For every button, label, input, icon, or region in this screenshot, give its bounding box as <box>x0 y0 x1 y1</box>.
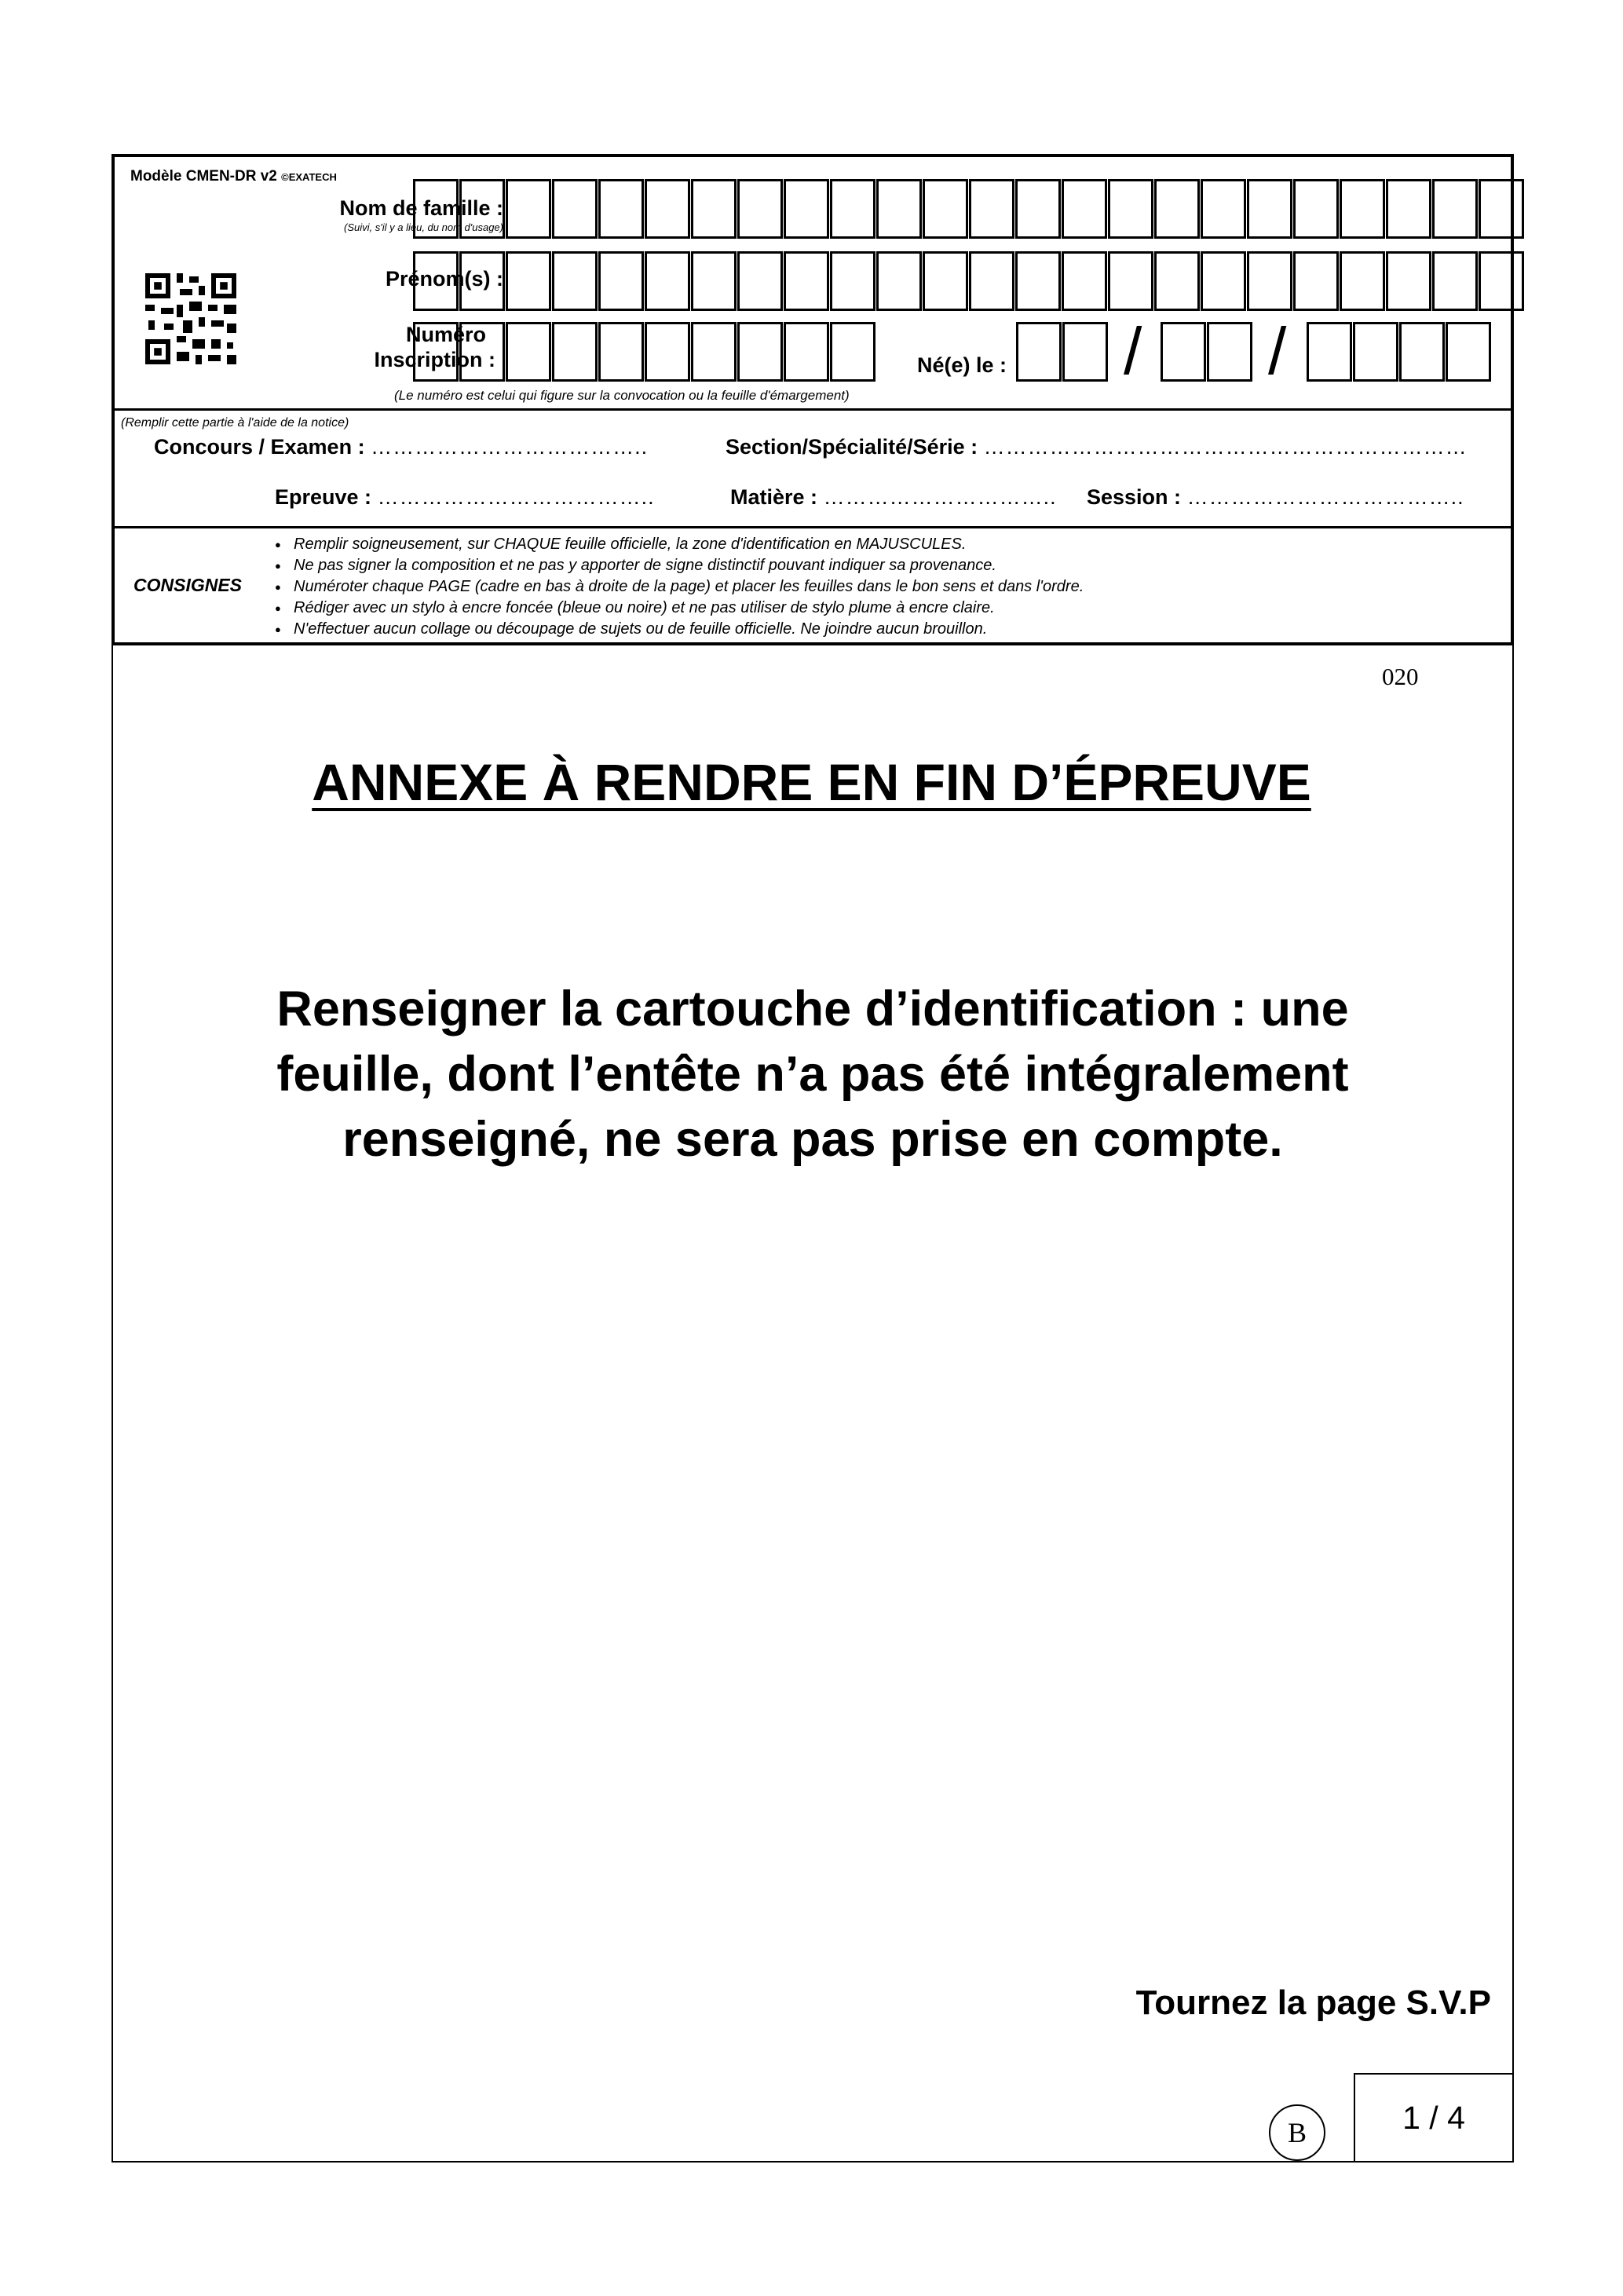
consigne-item: ● Ne pas signer la composition et ne pas y apporter de signe distinctif pouvant indiquer sa provenance. <box>275 555 1084 576</box>
matiere-field[interactable]: Matière : ………………………….. <box>730 485 1057 509</box>
date-month-boxes[interactable] <box>1161 322 1253 382</box>
consigne-item: ● N'effectuer aucun collage ou découpage de sujets ou de feuille officielle. Ne joindre aucun brouillon. <box>275 619 1084 640</box>
instruction-line: renseigné, ne sera pas prise en compte. <box>342 1112 1283 1167</box>
prenom-input-boxes[interactable] <box>413 251 1525 311</box>
epreuve-field[interactable]: Epreuve : ……………………………….. <box>275 485 655 509</box>
section-field[interactable]: Section/Spécialité/Série : ………………………………………………………… <box>726 435 1468 459</box>
consignes-list <box>275 534 1084 640</box>
page-number-box: 1 / 4 <box>1354 2073 1514 2163</box>
instruction-text <box>111 977 1514 1172</box>
nom-input-boxes[interactable] <box>413 179 1525 239</box>
consigne-item: ● Rédiger avec un stylo à encre foncée (bleue ou noire) et ne pas utiliser de stylo plume à encre claire. <box>275 598 1084 619</box>
divider <box>115 526 1511 528</box>
nom-label: Nom de famille : <box>339 196 503 220</box>
nee-label: Né(e) le : <box>917 353 1007 377</box>
model-label: Modèle CMEN-DR v2 ©EXATECH <box>130 168 337 185</box>
concours-field[interactable]: Concours / Examen : ……………………………….. <box>154 435 649 459</box>
date-day-boxes[interactable] <box>1016 322 1109 382</box>
instruction-line: Renseigner la cartouche d’identification : une <box>276 982 1349 1036</box>
date-separator: / <box>1124 314 1142 388</box>
page-title: ANNEXE À RENDRE EN FIN D’ÉPREUVE <box>312 753 1311 811</box>
consigne-item: ● Remplir soigneusement, sur CHAQUE feuille officielle, la zone d'identification en MAJUSCULES. <box>275 534 1084 555</box>
remplir-note: (Remplir cette partie à l'aide de la notice) <box>121 416 349 430</box>
date-year-boxes[interactable] <box>1307 322 1492 382</box>
subject-letter-badge: B <box>1269 2104 1325 2161</box>
turn-page-note: Tournez la page S.V.P <box>1135 1983 1491 2022</box>
identification-header <box>111 154 1514 645</box>
session-field[interactable]: Session : ……………………………….. <box>1087 485 1464 509</box>
prenom-label: Prénom(s) : <box>385 267 503 291</box>
divider <box>115 408 1511 411</box>
consigne-item: ● Numéroter chaque PAGE (cadre en bas à droite de la page) et placer les feuilles dans le bon sens et dans l'ordre. <box>275 576 1084 598</box>
instruction-line: feuille, dont l’entête n’a pas été intégralement <box>276 1047 1349 1102</box>
qr-code-icon <box>144 273 237 364</box>
document-code: 020 <box>1382 663 1419 690</box>
date-separator: / <box>1268 314 1287 388</box>
consignes-label: CONSIGNES <box>133 575 243 595</box>
numero-input-boxes[interactable] <box>413 322 876 382</box>
nom-sublabel: (Suivi, s'il y a lieu, du nom d'usage) <box>344 221 503 233</box>
numero-label: Numéro Inscription : <box>374 323 495 371</box>
numero-note: (Le numéro est celui qui figure sur la convocation ou la feuille d'émargement) <box>394 388 850 403</box>
